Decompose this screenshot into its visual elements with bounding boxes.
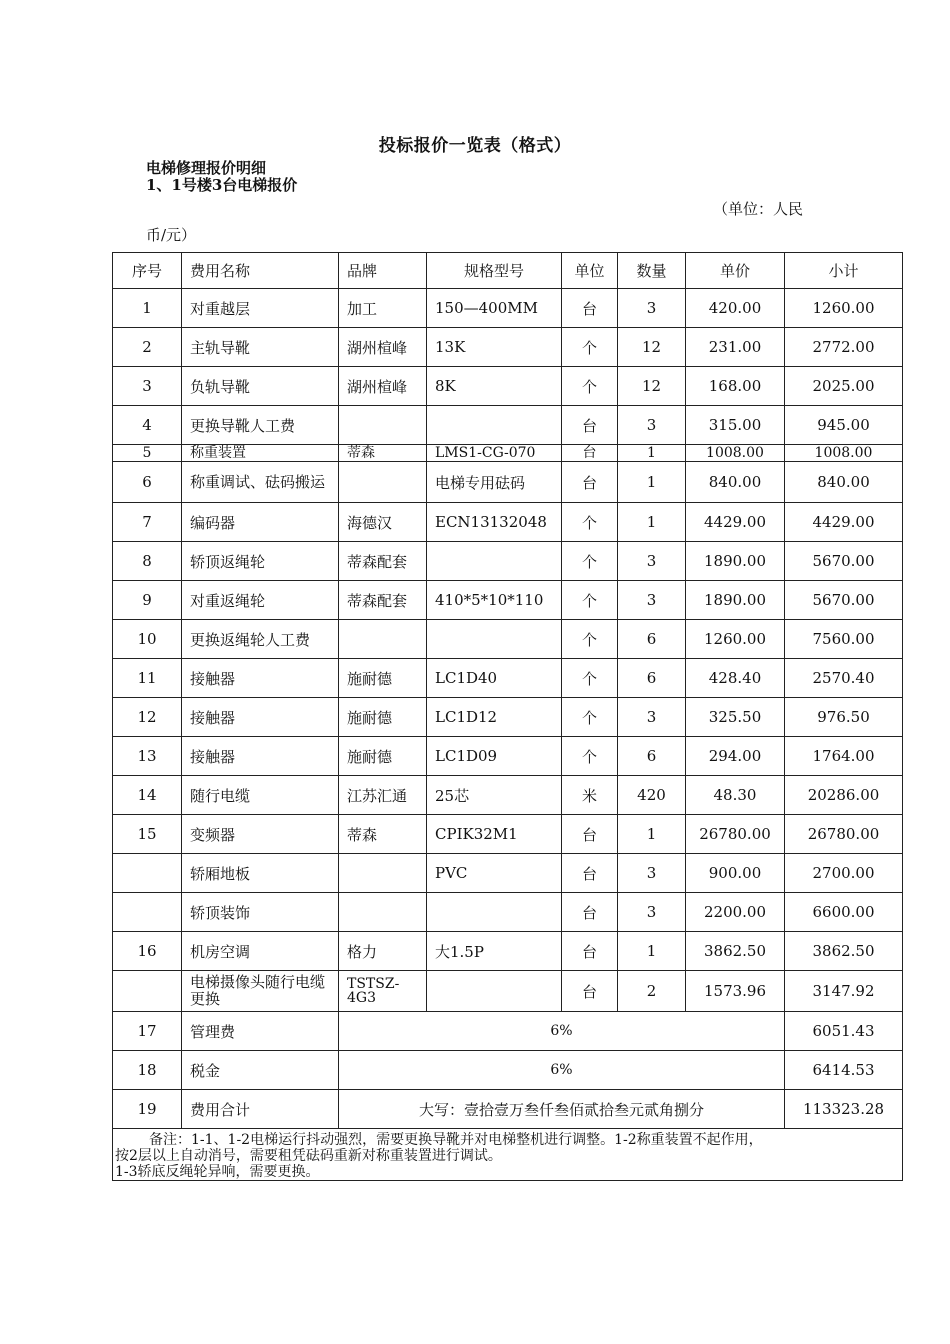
item-unit-price: 294.00: [686, 737, 785, 776]
table-row: [113, 542, 903, 581]
row-number: 13: [113, 737, 182, 776]
item-unit-price: 900.00: [686, 854, 785, 893]
remarks-line: 按2层以上自动消号，需要租凭砝码重新对称重装置进行调试。: [115, 1148, 502, 1164]
item-spec: [427, 620, 562, 659]
table-row: [113, 776, 903, 815]
item-spec: LC1D09: [427, 737, 562, 776]
item-quantity: 420: [618, 776, 686, 815]
item-name: 更换导靴人工费: [182, 406, 339, 445]
item-spec: 电梯专用砝码: [427, 462, 562, 503]
item-brand: [339, 406, 427, 445]
item-subtotal: 3147.92: [785, 971, 903, 1012]
summary-row: [113, 1090, 903, 1129]
item-subtotal: 1764.00: [785, 737, 903, 776]
row-number: 10: [113, 620, 182, 659]
item-spec: 大1.5P: [427, 932, 562, 971]
item-spec: LC1D12: [427, 698, 562, 737]
item-name: 编码器: [182, 503, 339, 542]
item-unit: 个: [562, 737, 618, 776]
remarks-line: 备注：1-1、1-2电梯运行抖动强烈，需要更换导靴并对电梯整机进行调整。1-2称重装置不起作用，: [149, 1132, 763, 1148]
item-brand: 格力: [339, 932, 427, 971]
item-unit-price: 428.40: [686, 659, 785, 698]
item-spec: CPIK32M1: [427, 815, 562, 854]
header-cell: 序号: [113, 253, 182, 289]
item-subtotal: 2772.00: [785, 328, 903, 367]
item-unit-price: 1573.96: [686, 971, 785, 1012]
item-unit: 台: [562, 971, 618, 1012]
header-cell: 单价: [686, 253, 785, 289]
table-row: [113, 854, 903, 893]
item-subtotal: 5670.00: [785, 581, 903, 620]
section-subtitle-building: 1、1号楼3台电梯报价: [146, 176, 298, 194]
remarks-cell: [113, 1129, 903, 1181]
item-unit-price: 26780.00: [686, 815, 785, 854]
item-brand: [339, 462, 427, 503]
item-brand: 海德汉: [339, 503, 427, 542]
table-row: [113, 503, 903, 542]
item-brand: 湖州楦峰: [339, 367, 427, 406]
item-unit-price: 315.00: [686, 406, 785, 445]
item-name: 对重返绳轮: [182, 581, 339, 620]
item-unit-price: 48.30: [686, 776, 785, 815]
item-unit: 台: [562, 406, 618, 445]
item-unit: 个: [562, 542, 618, 581]
item-brand: [339, 893, 427, 932]
item-unit: 台: [562, 445, 618, 462]
item-quantity: 1: [618, 503, 686, 542]
item-unit-price: 1260.00: [686, 620, 785, 659]
summary-row: [113, 1051, 903, 1090]
note-row: [113, 1129, 903, 1181]
item-subtotal: 2570.40: [785, 659, 903, 698]
item-unit: 台: [562, 893, 618, 932]
row-number: 15: [113, 815, 182, 854]
currency-unit-label: （单位：人民: [713, 200, 804, 218]
item-name: 接触器: [182, 737, 339, 776]
table-row: [113, 698, 903, 737]
item-quantity: 12: [618, 328, 686, 367]
item-subtotal: 945.00: [785, 406, 903, 445]
item-unit: 个: [562, 659, 618, 698]
header-cell: 费用名称: [182, 253, 339, 289]
item-unit: 个: [562, 328, 618, 367]
item-subtotal: 26780.00: [785, 815, 903, 854]
item-quantity: 6: [618, 620, 686, 659]
item-quantity: 12: [618, 367, 686, 406]
item-unit-price: 168.00: [686, 367, 785, 406]
item-name: 接触器: [182, 698, 339, 737]
item-spec: [427, 542, 562, 581]
header-cell: 品牌: [339, 253, 427, 289]
item-brand: 蒂森配套: [339, 542, 427, 581]
item-unit-price: 420.00: [686, 289, 785, 328]
item-subtotal: 1260.00: [785, 289, 903, 328]
item-quantity: 3: [618, 542, 686, 581]
item-subtotal: 3862.50: [785, 932, 903, 971]
item-spec: 410*5*10*110: [427, 581, 562, 620]
item-unit-price: 4429.00: [686, 503, 785, 542]
item-quantity: 1: [618, 932, 686, 971]
item-name: 称重装置: [182, 445, 339, 462]
item-subtotal: 2025.00: [785, 367, 903, 406]
row-number: [113, 971, 182, 1012]
item-name: 轿顶装饰: [182, 893, 339, 932]
page-title: 投标报价一览表（格式）: [378, 136, 572, 156]
row-number: 7: [113, 503, 182, 542]
table-row: [113, 815, 903, 854]
item-quantity: 3: [618, 854, 686, 893]
item-spec: LC1D40: [427, 659, 562, 698]
item-quantity: 1: [618, 462, 686, 503]
row-number: 5: [113, 445, 182, 462]
item-spec: 150—400MM: [427, 289, 562, 328]
item-unit: 台: [562, 815, 618, 854]
item-quantity: 3: [618, 893, 686, 932]
item-brand: 施耐德: [339, 659, 427, 698]
item-quantity: 3: [618, 581, 686, 620]
table-row: [113, 462, 903, 503]
summary-description: 大写：壹拾壹万叁仟叁佰贰拾叁元贰角捌分: [339, 1090, 785, 1129]
item-spec: 8K: [427, 367, 562, 406]
quote-table: [112, 252, 903, 1181]
item-brand: 施耐德: [339, 698, 427, 737]
item-brand: 江苏汇通: [339, 776, 427, 815]
item-unit: 台: [562, 289, 618, 328]
table-row: [113, 581, 903, 620]
row-number: 2: [113, 328, 182, 367]
table-row: [113, 893, 903, 932]
table-row: [113, 445, 903, 462]
item-subtotal: 20286.00: [785, 776, 903, 815]
row-number: 19: [113, 1090, 182, 1129]
row-number: 12: [113, 698, 182, 737]
item-unit: 台: [562, 932, 618, 971]
row-number: 18: [113, 1051, 182, 1090]
summary-label: 费用合计: [182, 1090, 339, 1129]
row-number: [113, 893, 182, 932]
item-spec: [427, 406, 562, 445]
item-spec: LMS1-CG-070: [427, 445, 562, 462]
row-number: 16: [113, 932, 182, 971]
item-quantity: 6: [618, 737, 686, 776]
summary-description: 6%: [339, 1012, 785, 1051]
item-subtotal: 7560.00: [785, 620, 903, 659]
item-unit-price: 231.00: [686, 328, 785, 367]
item-name: 称重调试、砝码搬运: [182, 462, 339, 503]
table-row: [113, 367, 903, 406]
row-number: 6: [113, 462, 182, 503]
currency-unit-label-cont: 币/元）: [146, 226, 197, 244]
item-quantity: 6: [618, 659, 686, 698]
summary-label: 管理费: [182, 1012, 339, 1051]
item-spec: 13K: [427, 328, 562, 367]
item-subtotal: 1008.00: [785, 445, 903, 462]
summary-total: 6414.53: [785, 1051, 903, 1090]
item-name: 负轨导靴: [182, 367, 339, 406]
item-name: 轿厢地板: [182, 854, 339, 893]
item-quantity: 1: [618, 815, 686, 854]
item-unit: 个: [562, 698, 618, 737]
row-number: 14: [113, 776, 182, 815]
item-unit-price: 840.00: [686, 462, 785, 503]
row-number: [113, 854, 182, 893]
table-row: [113, 737, 903, 776]
row-number: 9: [113, 581, 182, 620]
item-brand: 加工: [339, 289, 427, 328]
item-quantity: 3: [618, 698, 686, 737]
item-brand: 蒂森配套: [339, 581, 427, 620]
item-brand: 施耐德: [339, 737, 427, 776]
item-subtotal: 6600.00: [785, 893, 903, 932]
item-subtotal: 840.00: [785, 462, 903, 503]
table-row: [113, 620, 903, 659]
row-number: 8: [113, 542, 182, 581]
item-name: 对重越层: [182, 289, 339, 328]
table-row: [113, 971, 903, 1012]
item-spec: 25芯: [427, 776, 562, 815]
item-unit: 台: [562, 854, 618, 893]
header-cell: 小计: [785, 253, 903, 289]
item-unit: 米: [562, 776, 618, 815]
summary-total: 6051.43: [785, 1012, 903, 1051]
summary-description: 6%: [339, 1051, 785, 1090]
item-name: 电梯摄像头随行电缆更换: [182, 971, 339, 1012]
item-spec: PVC: [427, 854, 562, 893]
row-number: 17: [113, 1012, 182, 1051]
item-name: 机房空调: [182, 932, 339, 971]
table-row: [113, 659, 903, 698]
table-row: [113, 932, 903, 971]
item-name: 随行电缆: [182, 776, 339, 815]
item-subtotal: 5670.00: [785, 542, 903, 581]
item-unit-price: 1890.00: [686, 581, 785, 620]
item-unit-price: 1890.00: [686, 542, 785, 581]
item-unit: 个: [562, 581, 618, 620]
summary-total: 113323.28: [785, 1090, 903, 1129]
item-unit-price: 3862.50: [686, 932, 785, 971]
item-quantity: 1: [618, 445, 686, 462]
item-brand: TSTSZ-4G3: [339, 971, 427, 1012]
item-spec: [427, 893, 562, 932]
item-unit: 个: [562, 503, 618, 542]
item-unit-price: 1008.00: [686, 445, 785, 462]
header-cell: 规格型号: [427, 253, 562, 289]
header-cell: 数量: [618, 253, 686, 289]
item-name: 变频器: [182, 815, 339, 854]
item-brand: [339, 854, 427, 893]
item-quantity: 3: [618, 406, 686, 445]
item-name: 轿顶返绳轮: [182, 542, 339, 581]
item-unit-price: 2200.00: [686, 893, 785, 932]
item-name: 接触器: [182, 659, 339, 698]
item-unit: 个: [562, 620, 618, 659]
summary-row: [113, 1012, 903, 1051]
header-cell: 单位: [562, 253, 618, 289]
item-unit: 个: [562, 367, 618, 406]
item-brand: [339, 620, 427, 659]
remarks-line: 1-3轿底反绳轮异响，需要更换。: [115, 1164, 320, 1180]
item-unit-price: 325.50: [686, 698, 785, 737]
item-subtotal: 4429.00: [785, 503, 903, 542]
item-unit: 台: [562, 462, 618, 503]
row-number: 4: [113, 406, 182, 445]
row-number: 11: [113, 659, 182, 698]
table-row: [113, 328, 903, 367]
item-quantity: 2: [618, 971, 686, 1012]
table-row: [113, 406, 903, 445]
section-subtitle: 电梯修理报价明细: [146, 159, 267, 177]
item-name: 更换返绳轮人工费: [182, 620, 339, 659]
item-name: 主轨导靴: [182, 328, 339, 367]
item-subtotal: 976.50: [785, 698, 903, 737]
item-subtotal: 2700.00: [785, 854, 903, 893]
row-number: 1: [113, 289, 182, 328]
table-header-row: [113, 253, 903, 289]
item-brand: 湖州楦峰: [339, 328, 427, 367]
item-spec: [427, 971, 562, 1012]
item-brand: 蒂森: [339, 815, 427, 854]
item-brand: 蒂森: [339, 445, 427, 462]
item-spec: ECN13132048: [427, 503, 562, 542]
row-number: 3: [113, 367, 182, 406]
summary-label: 税金: [182, 1051, 339, 1090]
table-row: [113, 289, 903, 328]
item-quantity: 3: [618, 289, 686, 328]
